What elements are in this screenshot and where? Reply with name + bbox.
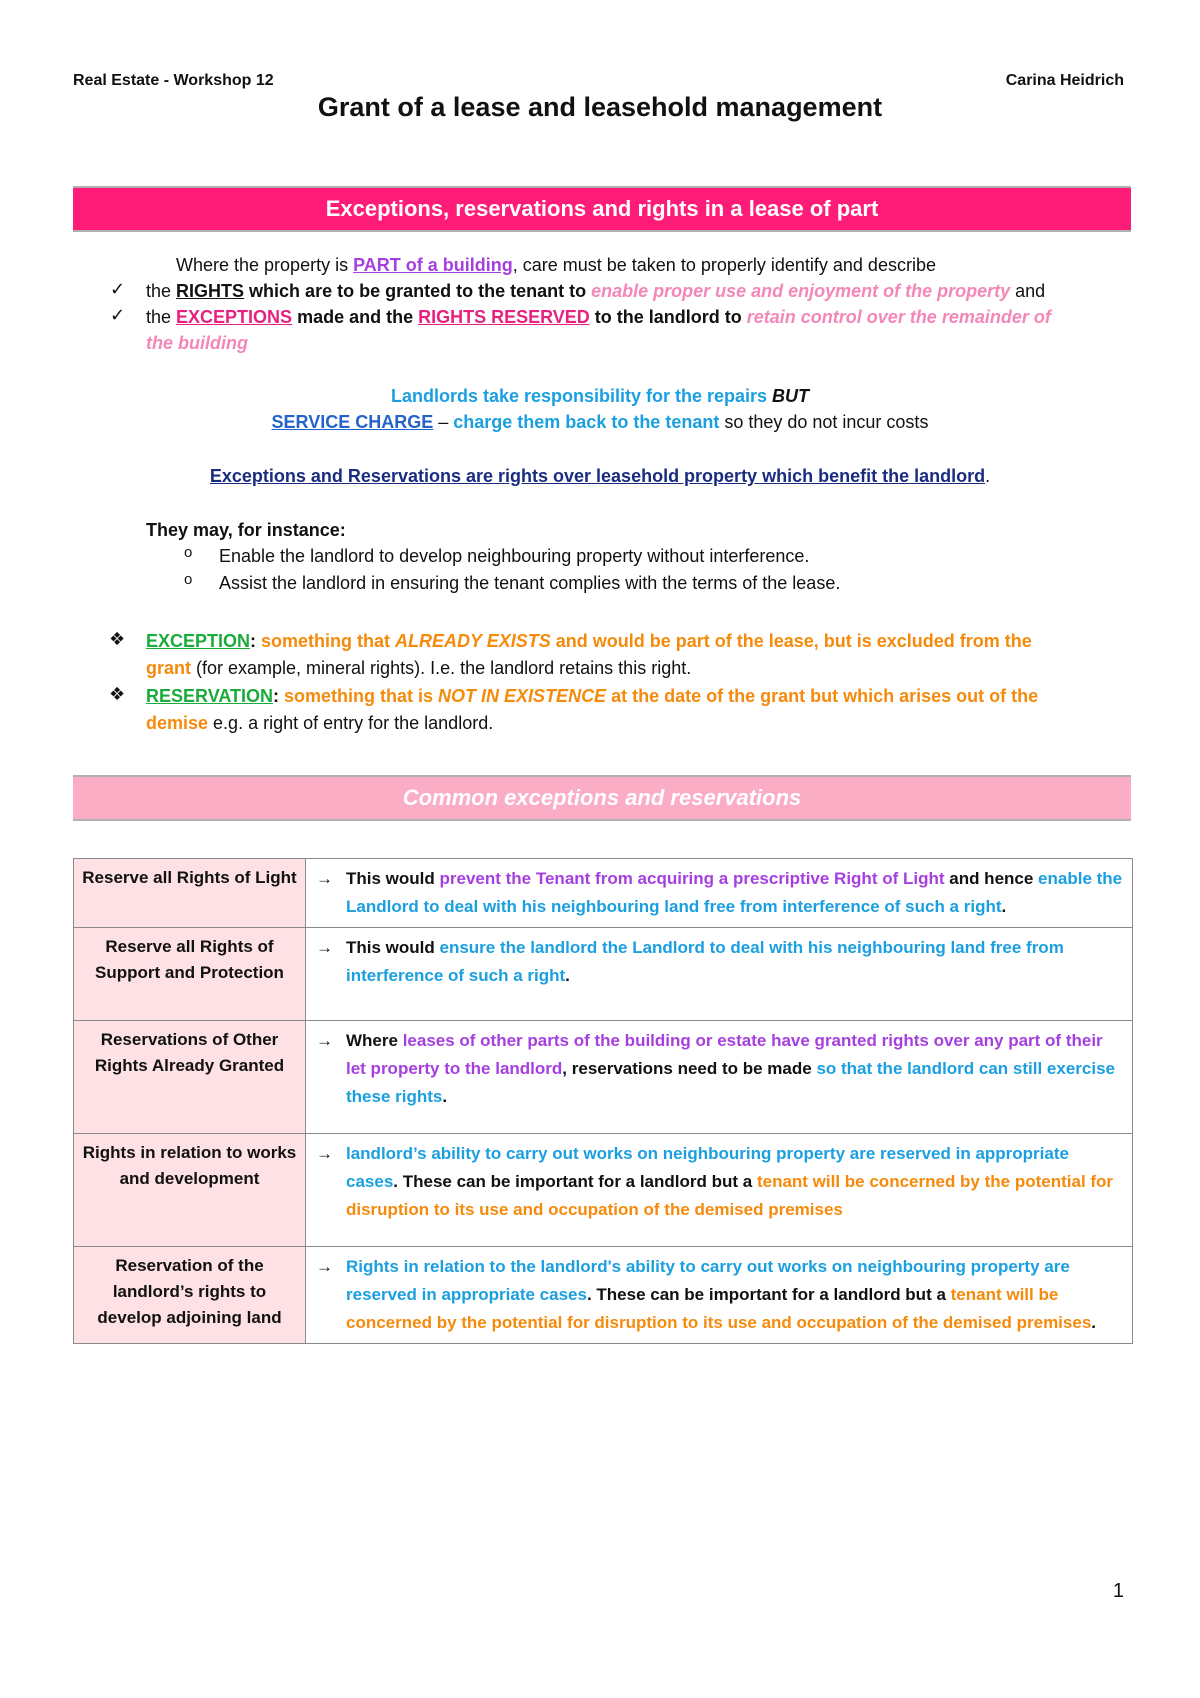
- check-icon: ✓: [110, 279, 126, 299]
- text: something that is: [279, 686, 439, 706]
- bullet-icon: o: [184, 571, 193, 588]
- row-label: Reservations of Other Rights Already Granted: [74, 1021, 306, 1134]
- text: Where: [346, 1031, 403, 1050]
- text: :: [250, 631, 257, 651]
- text: .: [1091, 1313, 1097, 1332]
- text: something that: [256, 631, 396, 651]
- definition-line: [0, 464, 1200, 488]
- table-row: [74, 859, 1133, 928]
- retain-phrase-cont: the building: [146, 333, 248, 353]
- row-description: [306, 1247, 1133, 1344]
- text: and would be part of the lease, but is excluded from the: [550, 631, 1032, 651]
- charge-phrase: charge them back to the tenant: [453, 412, 720, 432]
- row-description: [306, 1134, 1133, 1247]
- text: :: [273, 686, 280, 706]
- not-in-existence: NOT IN EXISTENCE: [438, 686, 607, 706]
- row-description: [306, 859, 1133, 928]
- retain-phrase: retain control over the remainder of: [746, 307, 1051, 327]
- arrow-icon: →: [316, 938, 333, 957]
- list-item: Assist the landlord in ensuring the tenant complies with the terms of the lease.: [219, 573, 841, 593]
- arrow-icon: →: [316, 1144, 333, 1163]
- enable-phrase: enable proper use and enjoyment of the property: [591, 281, 1011, 301]
- table-row: [74, 1021, 1133, 1134]
- text: (for example, mineral rights). I.e. the landlord retains this right.: [191, 658, 692, 678]
- row-description: [306, 928, 1133, 1021]
- bullet-icon: o: [184, 544, 193, 561]
- text: at the date of the grant but which arises out of the: [606, 686, 1039, 706]
- header-course: Real Estate - Workshop 12: [73, 72, 274, 89]
- text: –: [433, 412, 454, 432]
- part-of-building: PART of a building: [353, 255, 513, 275]
- header-author: Carina Heidrich: [1005, 72, 1124, 89]
- row-description: [306, 1021, 1133, 1134]
- text: enable the Landlord to deal with his neighbouring land free from interference of such a right: [346, 869, 1123, 916]
- reservation-definition: [146, 684, 1038, 708]
- text: to the landlord to: [589, 307, 747, 327]
- intro-text-2: , care must be taken to properly identify and describe: [512, 255, 936, 275]
- text: .: [1001, 897, 1007, 916]
- row-label: Reservation of the landlord’s rights to develop adjoining land: [74, 1247, 306, 1344]
- text: and hence: [944, 869, 1039, 888]
- but-word: BUT: [772, 386, 810, 406]
- page-title: Grant of a lease and leasehold management: [317, 92, 883, 122]
- landlords-text: Landlords take responsibility for the repairs: [390, 386, 773, 406]
- text: prevent the Tenant from acquiring a prescriptive Right of Light: [439, 869, 945, 888]
- grant-word: grant: [146, 658, 191, 678]
- text: and: [1010, 281, 1046, 301]
- arrow-icon: →: [316, 869, 333, 888]
- exception-definition-cont: [146, 656, 691, 680]
- text: e.g. a right of entry for the landlord.: [208, 713, 494, 733]
- reservation-term: RESERVATION: [146, 686, 274, 706]
- text: tenant will be concerned by the potential for disruption to its use and occupation of the demised premises: [346, 1172, 1114, 1219]
- demise-word: demise: [146, 713, 209, 733]
- section-banner-exceptions: Exceptions, reservations and rights in a lease of part: [73, 186, 1131, 232]
- intro-text: Where the property is: [176, 255, 354, 275]
- text: landlord’s ability to carry out works on neighbouring property are reserved in appropriate cases: [346, 1144, 1069, 1191]
- exceptions-term: EXCEPTIONS: [176, 307, 293, 327]
- text: , reservations need to be made: [562, 1059, 817, 1078]
- row-label: Reserve all Rights of Light: [74, 859, 306, 928]
- check-item-rights: [146, 279, 1045, 303]
- reservation-definition-cont: [146, 711, 493, 735]
- text: so they do not incur costs: [719, 412, 929, 432]
- text: . These can be important for a landlord but a: [393, 1172, 757, 1191]
- text: .: [442, 1087, 448, 1106]
- exception-term: EXCEPTION: [146, 631, 251, 651]
- exceptions-table: [73, 858, 1133, 1344]
- text: the: [146, 281, 177, 301]
- arrow-icon: →: [316, 1031, 333, 1050]
- text: made and the: [292, 307, 419, 327]
- intro-line: [176, 253, 936, 277]
- text: which are to be granted to the tenant to: [244, 281, 592, 301]
- text: Rights in relation to the landlord's ability to carry out works on neighbouring property are reserved in appropriate cases: [346, 1257, 1070, 1304]
- diamond-bullet-icon: ❖: [109, 629, 126, 649]
- landlords-line: [0, 384, 1200, 408]
- table-row: [74, 928, 1133, 1021]
- exception-definition: [146, 629, 1032, 653]
- definition-text: Exceptions and Reservations are rights over leasehold property which benefit the landlord: [209, 466, 986, 486]
- arrow-icon: →: [316, 1257, 333, 1276]
- text: leases of other parts of the building or estate have granted rights over any part of their let property to the landlord: [346, 1031, 1103, 1078]
- service-charge-line: [0, 410, 1200, 434]
- diamond-bullet-icon: ❖: [109, 684, 126, 704]
- section-banner-common: Common exceptions and reservations: [73, 775, 1131, 821]
- text: . These can be important for a landlord but a: [586, 1285, 951, 1304]
- check-icon: ✓: [110, 305, 126, 325]
- table-row: [74, 1134, 1133, 1247]
- rights-term: RIGHTS: [176, 281, 245, 301]
- text: .: [565, 966, 570, 985]
- rights-reserved-term: RIGHTS RESERVED: [418, 307, 590, 327]
- check-item-exceptions: [146, 305, 1051, 329]
- text: the: [146, 307, 177, 327]
- they-may-heading: They may, for instance:: [146, 520, 346, 540]
- table-row: [74, 1247, 1133, 1344]
- text: so that the landlord can still exercise these rights: [346, 1059, 1115, 1106]
- text: .: [985, 466, 991, 486]
- text: This would: [346, 869, 440, 888]
- row-label: Rights in relation to works and development: [74, 1134, 306, 1247]
- service-charge-term: SERVICE CHARGE: [271, 412, 434, 432]
- text: tenant will be concerned by the potential for disruption to its use and occupation of the demised premises: [346, 1285, 1092, 1332]
- list-item: Enable the landlord to develop neighbouring property without interference.: [219, 546, 810, 566]
- already-exists: ALREADY EXISTS: [395, 631, 551, 651]
- page-number: 1: [1112, 1580, 1124, 1602]
- text: This would: [346, 938, 440, 957]
- row-label: Reserve all Rights of Support and Protection: [74, 928, 306, 1021]
- text: ensure the landlord the Landlord to deal with his neighbouring land free from interference of such a right: [346, 938, 1064, 985]
